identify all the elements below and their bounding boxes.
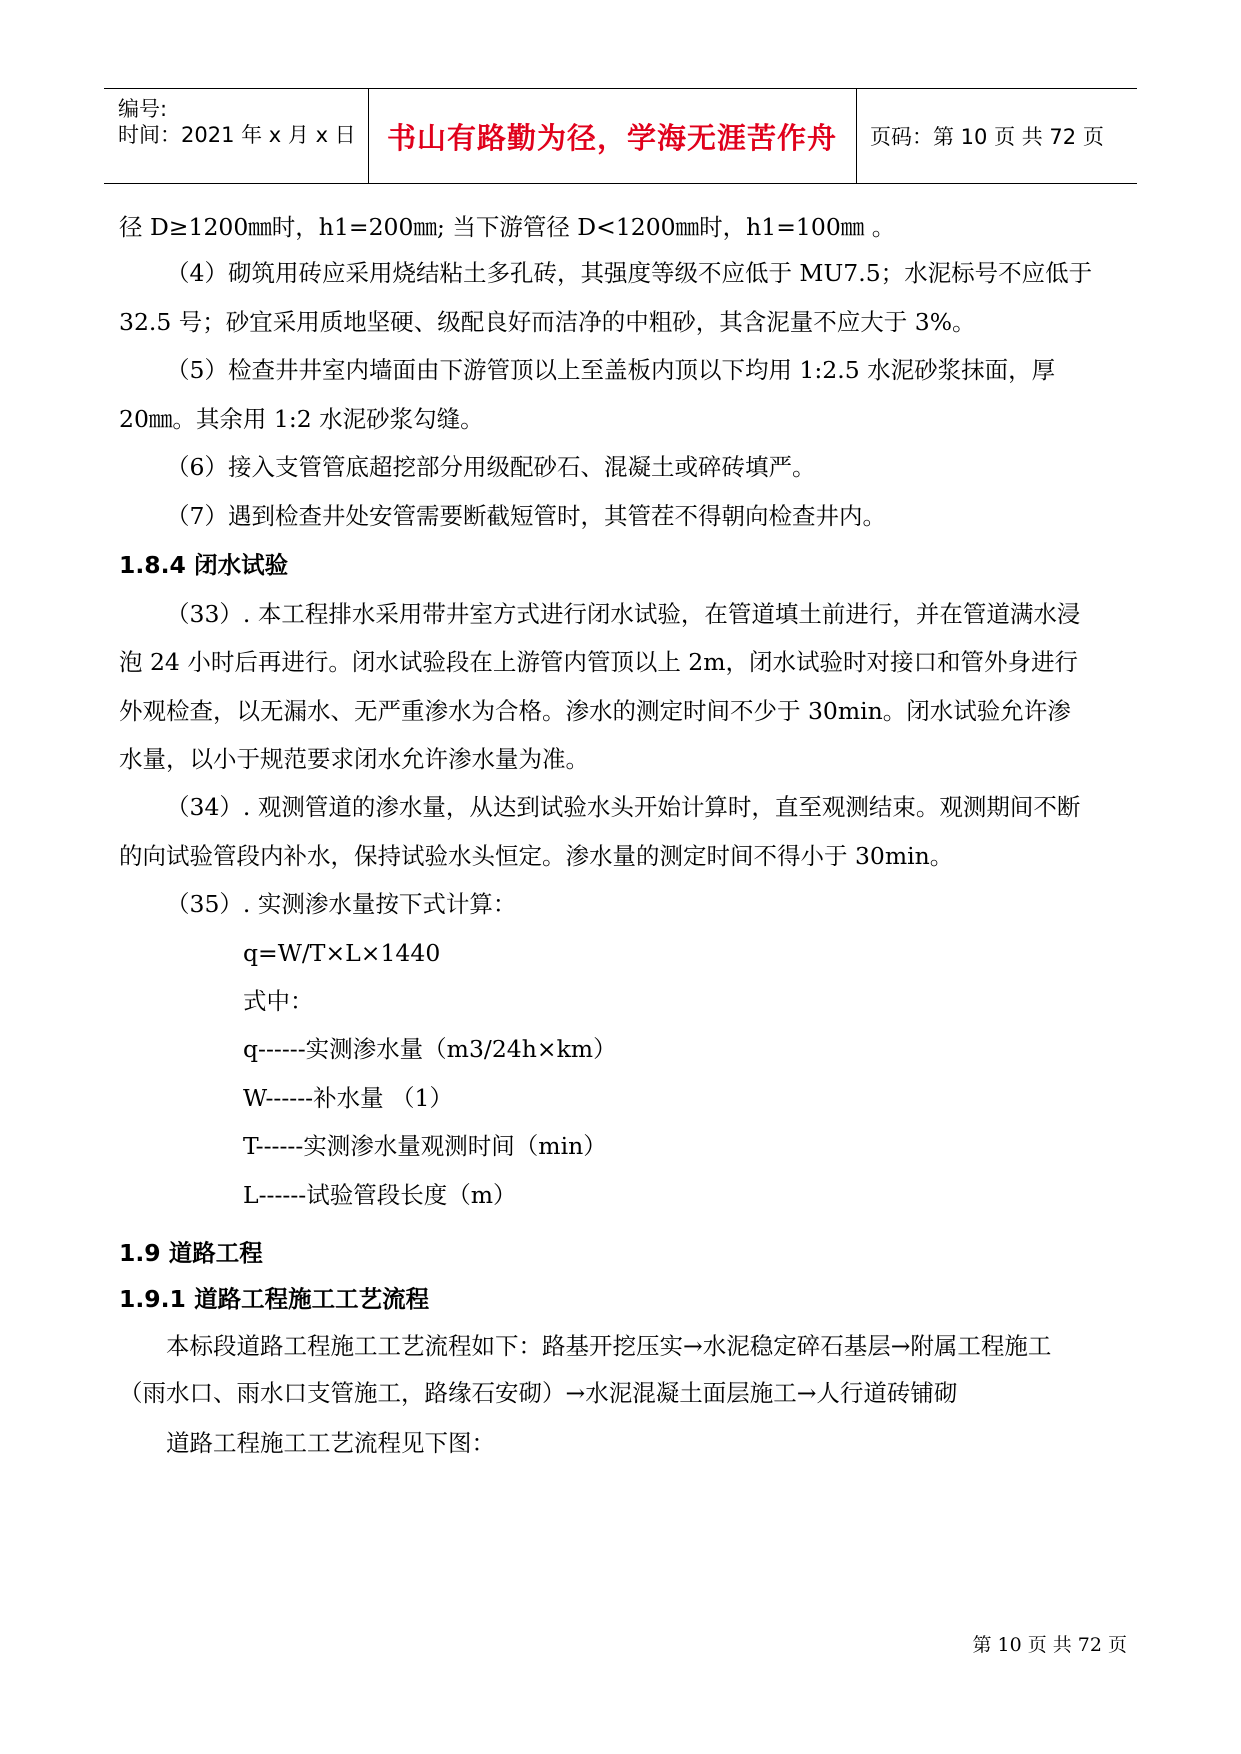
body-line: （4）砌筑用砖应采用烧结粘土多孔砖，其强度等级不应低于 MU7.5；水泥标号不应低于 bbox=[166, 259, 1093, 287]
body-line: 水量，以小于规范要求闭水允许渗水量为准。 bbox=[119, 745, 589, 773]
page-header bbox=[104, 88, 1137, 184]
formula-line: T------实测渗水量观测时间（min） bbox=[243, 1132, 607, 1160]
header-page-cell bbox=[856, 89, 1137, 183]
document-code-label: 编号: bbox=[118, 97, 168, 121]
section-heading: 1.8.4 闭水试验 bbox=[119, 551, 289, 579]
body-line: 径 D≥1200㎜时，h1=200㎜; 当下游管径 D<1200㎜时，h1=100㎜ 。 bbox=[119, 213, 896, 241]
body-line: （35）. 实测渗水量按下式计算： bbox=[166, 890, 517, 918]
body-line: （7）遇到检查井处安管需要断截短管时，其管茬不得朝向检查井内。 bbox=[166, 502, 886, 530]
formula-line: L------试验管段长度（m） bbox=[243, 1181, 517, 1209]
formula-line: q------实测渗水量（m3/24h×km） bbox=[243, 1035, 617, 1063]
body-line: （5）检查井井室内墙面由下游管顶以上至盖板内顶以下均用 1:2.5 水泥砂浆抹面，厚 bbox=[166, 356, 1056, 384]
page-footer: 第 10 页 共 72 页 bbox=[972, 1634, 1127, 1656]
body-line: 外观检查，以无漏水、无严重渗水为合格。渗水的测定时间不少于 30min。闭水试验允许渗 bbox=[119, 697, 1071, 725]
body-line: 的向试验管段内补水，保持试验水头恒定。渗水量的测定时间不得小于 30min。 bbox=[119, 842, 954, 870]
body-line: （雨水口、雨水口支管施工，路缘石安砌）→水泥混凝土面层施工→人行道砖铺砌 bbox=[119, 1379, 958, 1407]
body-line: 泡 24 小时后再进行。闭水试验段在上游管内管顶以上 2m，闭水试验时对接口和管外身进行 bbox=[119, 648, 1079, 676]
body-line: 本标段道路工程施工工艺流程如下：路基开挖压实→水泥稳定碎石基层→附属工程施工 bbox=[166, 1332, 1052, 1360]
body-line: 20㎜。其余用 1:2 水泥砂浆勾缝。 bbox=[119, 405, 484, 433]
header-page-info: 页码：第 10 页 共 72 页 bbox=[870, 125, 1104, 149]
formula-line: q=W/T×L×1440 bbox=[243, 939, 441, 967]
section-heading: 1.9.1 道路工程施工工艺流程 bbox=[119, 1285, 430, 1313]
document-time-label: 时间：2021 年 x 月 x 日 bbox=[118, 123, 356, 147]
body-line: 道路工程施工工艺流程见下图： bbox=[166, 1429, 495, 1457]
body-line: 32.5 号；砂宜采用质地坚硬、级配良好而洁净的中粗砂，其含泥量不应大于 3%。 bbox=[119, 308, 976, 336]
header-motto-cell bbox=[368, 89, 857, 183]
body-line: （6）接入支管管底超挖部分用级配砂石、混凝土或碎砖填严。 bbox=[166, 453, 816, 481]
section-heading: 1.9 道路工程 bbox=[119, 1239, 263, 1267]
formula-line: W------补水量 （1） bbox=[243, 1084, 454, 1112]
header-motto: 书山有路勤为径，学海无涯苦作舟 bbox=[386, 120, 837, 155]
body-line: （33）. 本工程排水采用带井室方式进行闭水试验，在管道填土前进行，并在管道满水浸 bbox=[166, 600, 1081, 628]
body-line: （34）. 观测管道的渗水量，从达到试验水头开始计算时，直至观测结束。观测期间不断 bbox=[166, 793, 1081, 821]
header-left-cell bbox=[104, 89, 369, 183]
formula-line: 式中： bbox=[243, 987, 314, 1015]
